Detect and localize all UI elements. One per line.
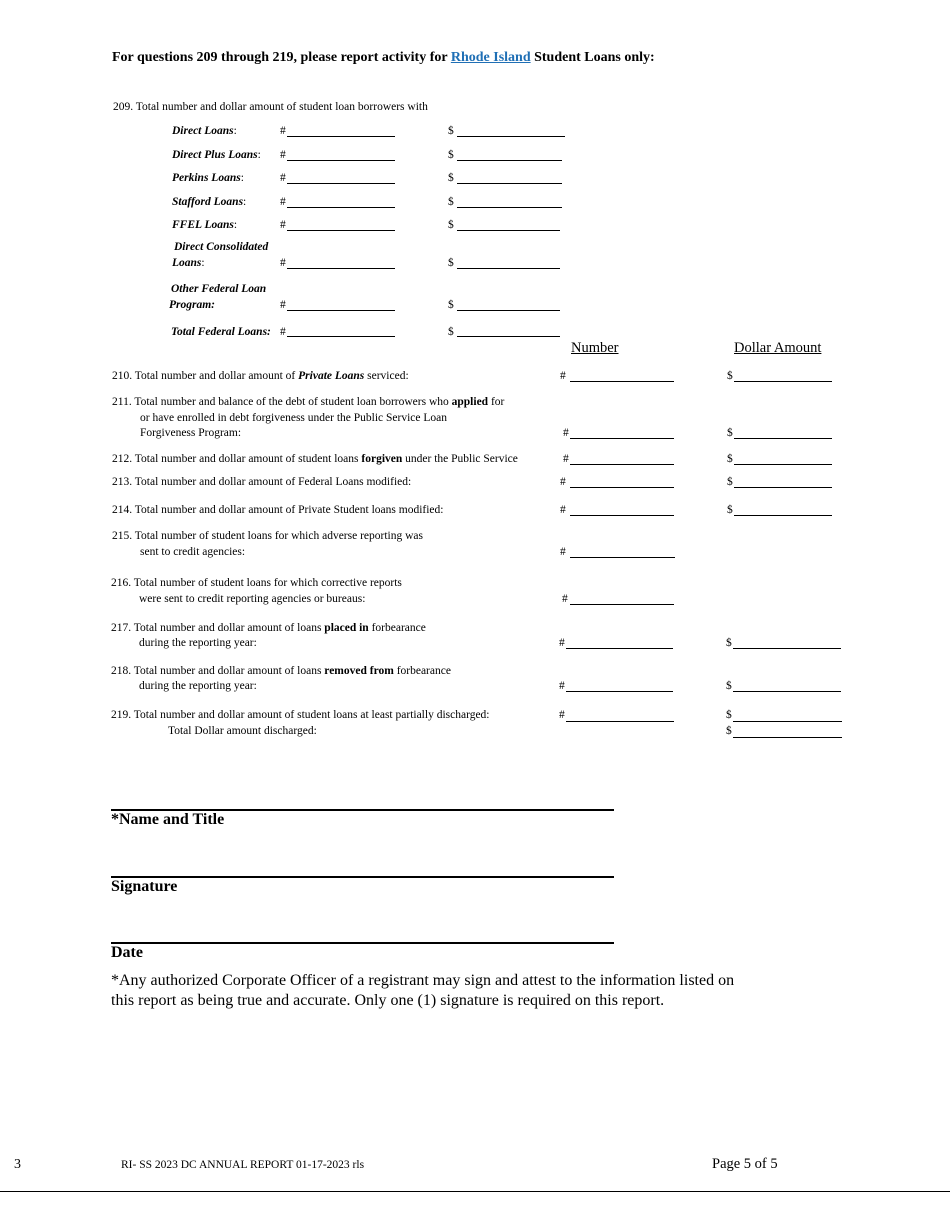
- hash-symbol: #: [560, 546, 566, 558]
- hash-symbol: #: [559, 680, 565, 692]
- direct-loans-number-field[interactable]: [287, 136, 395, 137]
- other-federal-label-line2: Program:: [169, 299, 215, 311]
- hash-symbol: #: [280, 149, 286, 161]
- total-federal-dollar-field[interactable]: [457, 336, 560, 337]
- q219-number-field[interactable]: [566, 721, 674, 722]
- hash-symbol: #: [280, 299, 286, 311]
- dollar-symbol: $: [448, 125, 454, 137]
- direct-plus-number-field[interactable]: [287, 160, 395, 161]
- perkins-number-field[interactable]: [287, 183, 395, 184]
- other-federal-dollar-field[interactable]: [457, 310, 560, 311]
- hash-symbol: #: [280, 326, 286, 338]
- q211-dollar-field[interactable]: [734, 438, 832, 439]
- q211-line1: 211. Total number and balance of the debt of student loan borrowers who applied for: [112, 396, 505, 408]
- q213-text: 213. Total number and dollar amount of Federal Loans modified:: [112, 476, 412, 488]
- signature-line[interactable]: [111, 876, 614, 878]
- q213-dollar-field[interactable]: [734, 487, 832, 488]
- hash-symbol: #: [280, 196, 286, 208]
- attestation-note-line2: this report as being true and accurate. Only one (1) signature is required on this report.: [111, 992, 665, 1009]
- direct-consolidated-label-line2: Loans:: [172, 257, 205, 269]
- q216-line2: were sent to credit reporting agencies or bureaus:: [139, 593, 366, 605]
- dollar-symbol: $: [448, 149, 454, 161]
- dollar-symbol: $: [448, 326, 454, 338]
- stafford-number-field[interactable]: [287, 207, 395, 208]
- q212-number-field[interactable]: [570, 464, 674, 465]
- direct-plus-loans-label: Direct Plus Loans:: [172, 149, 261, 161]
- q218-dollar-field[interactable]: [733, 691, 841, 692]
- q219-dollar-field[interactable]: [733, 721, 842, 722]
- hash-symbol: #: [562, 593, 568, 605]
- dollar-symbol: $: [727, 427, 733, 439]
- hash-symbol: #: [563, 427, 569, 439]
- q219-line1: 219. Total number and dollar amount of student loans at least partially discharged:: [111, 709, 490, 721]
- stafford-dollar-field[interactable]: [457, 207, 562, 208]
- q217-line2: during the reporting year:: [139, 637, 257, 649]
- stafford-loans-label: Stafford Loans:: [172, 196, 247, 208]
- dollar-symbol: $: [727, 453, 733, 465]
- ffel-loans-label: FFEL Loans:: [172, 219, 238, 231]
- date-label: Date: [111, 944, 143, 961]
- dollar-symbol: $: [448, 299, 454, 311]
- q214-number-field[interactable]: [570, 515, 674, 516]
- total-federal-number-field[interactable]: [287, 336, 395, 337]
- direct-plus-dollar-field[interactable]: [457, 160, 562, 161]
- dollar-symbol: $: [726, 637, 732, 649]
- direct-loans-dollar-field[interactable]: [457, 136, 565, 137]
- q217-number-field[interactable]: [566, 648, 673, 649]
- dollar-symbol: $: [448, 257, 454, 269]
- q210-text: 210. Total number and dollar amount of Private Loans serviced:: [112, 370, 409, 382]
- q209-text: 209. Total number and dollar amount of student loan borrowers with: [113, 101, 428, 113]
- signature-label: Signature: [111, 878, 178, 895]
- footer-page-number: Page 5 of 5: [712, 1156, 778, 1172]
- q210-dollar-field[interactable]: [734, 381, 832, 382]
- dollar-symbol: $: [448, 172, 454, 184]
- number-column-header: Number: [571, 340, 619, 356]
- total-federal-loans-label: Total Federal Loans:: [171, 326, 271, 338]
- q218-line1: 218. Total number and dollar amount of loans removed from forbearance: [111, 665, 451, 677]
- dollar-symbol: $: [726, 709, 732, 721]
- q210-number-field[interactable]: [570, 381, 674, 382]
- q215-line2: sent to credit agencies:: [140, 546, 246, 558]
- hash-symbol: #: [559, 637, 565, 649]
- q215-line1: 215. Total number of student loans for which adverse reporting was: [112, 530, 424, 542]
- q219-line2: Total Dollar amount discharged:: [168, 725, 317, 737]
- q218-line2: during the reporting year:: [139, 680, 257, 692]
- hash-symbol: #: [563, 453, 569, 465]
- name-title-label: *Name and Title: [111, 811, 225, 828]
- rhode-island-link[interactable]: Rhode Island: [450, 50, 531, 65]
- ffel-dollar-field[interactable]: [457, 230, 560, 231]
- q215-number-field[interactable]: [570, 557, 675, 558]
- dollar-symbol: $: [448, 219, 454, 231]
- direct-consolidated-number-field[interactable]: [287, 268, 395, 269]
- hash-symbol: #: [280, 172, 286, 184]
- q219-discharged-dollar-field[interactable]: [733, 737, 842, 738]
- date-line[interactable]: [111, 942, 614, 944]
- footer-report-id: RI- SS 2023 DC ANNUAL REPORT 01-17-2023 rls: [121, 1159, 365, 1171]
- hash-symbol: #: [280, 219, 286, 231]
- q217-line1: 217. Total number and dollar amount of loans placed in forbearance: [111, 622, 426, 634]
- q218-number-field[interactable]: [566, 691, 673, 692]
- footer-rule: [0, 1191, 950, 1192]
- dollar-amount-column-header: Dollar Amount: [734, 340, 822, 356]
- hash-symbol: #: [280, 257, 286, 269]
- perkins-loans-label: Perkins Loans:: [172, 172, 244, 184]
- dollar-symbol: $: [726, 725, 732, 737]
- q212-dollar-field[interactable]: [734, 464, 832, 465]
- dollar-symbol: $: [727, 504, 733, 516]
- q217-dollar-field[interactable]: [733, 648, 841, 649]
- q214-dollar-field[interactable]: [734, 515, 832, 516]
- perkins-dollar-field[interactable]: [457, 183, 562, 184]
- other-federal-number-field[interactable]: [287, 310, 395, 311]
- footer-left-number: 3: [14, 1157, 21, 1172]
- hash-symbol: #: [560, 370, 566, 382]
- q214-text: 214. Total number and dollar amount of Private Student loans modified:: [112, 504, 444, 516]
- q211-number-field[interactable]: [570, 438, 674, 439]
- ffel-number-field[interactable]: [287, 230, 395, 231]
- q211-line2: or have enrolled in debt forgiveness under the Public Service Loan: [140, 412, 448, 424]
- direct-consolidated-dollar-field[interactable]: [457, 268, 560, 269]
- section-header: For questions 209 through 219, please report activity for Rhode Island Student Loans only:: [112, 50, 655, 65]
- other-federal-label-line1: Other Federal Loan: [171, 283, 267, 295]
- attestation-note-line1: *Any authorized Corporate Officer of a registrant may sign and attest to the information listed on: [111, 972, 735, 989]
- dollar-symbol: $: [727, 476, 733, 488]
- q216-line1: 216. Total number of student loans for which corrective reports: [111, 577, 402, 589]
- hash-symbol: #: [280, 125, 286, 137]
- hash-symbol: #: [560, 476, 566, 488]
- q216-number-field[interactable]: [570, 604, 674, 605]
- hash-symbol: #: [560, 504, 566, 516]
- q212-text: 212. Total number and dollar amount of student loans forgiven under the Public Service: [112, 453, 518, 465]
- q211-line3: Forgiveness Program:: [140, 427, 242, 439]
- direct-consolidated-label-line1: Direct Consolidated: [174, 241, 269, 253]
- q213-number-field[interactable]: [570, 487, 674, 488]
- dollar-symbol: $: [727, 370, 733, 382]
- hash-symbol: #: [559, 709, 565, 721]
- direct-loans-label: Direct Loans:: [172, 125, 237, 137]
- dollar-symbol: $: [448, 196, 454, 208]
- dollar-symbol: $: [726, 680, 732, 692]
